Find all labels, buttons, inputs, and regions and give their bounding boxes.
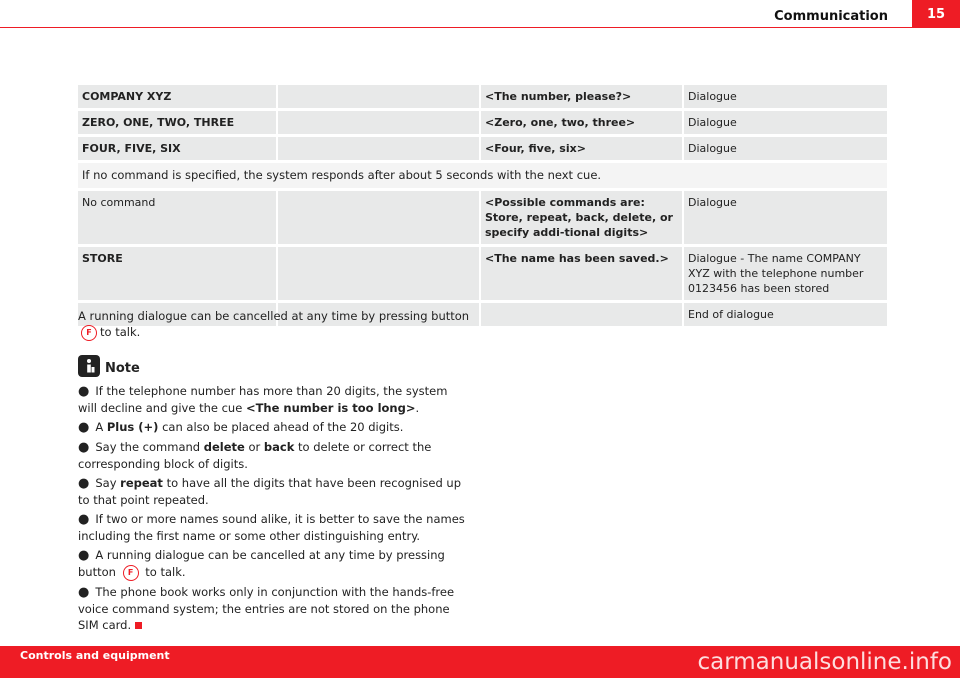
item-text: or [244,440,264,454]
table-row [78,137,887,160]
dialogue-table [78,82,887,329]
bullet-icon: ● [78,548,90,563]
item-bold: back [263,440,295,454]
table-cell: Dialogue - The name COMPANY XYZ with the telephone number 0123456 has been stored [684,247,887,300]
list-item [78,547,470,581]
item-bold: delete [203,440,245,454]
table-row [78,247,887,300]
table-cell [278,85,481,108]
bullet-icon: ● [78,584,90,600]
table-cell: Dialogue [684,191,887,244]
list-item [78,584,470,633]
table-cell: Dialogue [684,85,887,108]
footer-bar [0,646,960,678]
table-cell: <Possible commands are: Store, repeat, back, delete, or specify addi-tional digits> [481,191,684,244]
table-cell: No command [78,191,278,244]
table-cell: STORE [78,247,278,300]
table-cell: COMPANY XYZ [78,85,278,108]
list-item [78,383,470,416]
table-cell [278,137,481,160]
list-item [78,511,470,544]
item-text: Say the command [95,440,204,454]
table-cell [278,191,481,244]
item-text: If the telephone number has more than 20 digits, the system will decline and give the cue [78,384,448,415]
table-cell: <The number, please?> [481,85,684,108]
item-text: A running dialogue can be cancelled at any time by pressing button [78,548,445,579]
intro-text-end: to talk. [100,325,141,339]
table-cell: ZERO, ONE, TWO, THREE [78,111,278,134]
header-title: Communication [774,9,888,24]
table-cell: End of dialogue [684,303,887,326]
item-text: A [95,420,107,434]
page-number: 15 [912,0,960,28]
footer-section-label: Controls and equipment [20,649,170,662]
table-row [78,191,887,244]
table-cell [481,303,684,326]
item-text: Say [95,476,121,490]
table-row [78,111,887,134]
table-note-cell: If no command is specified, the system responds after about 5 seconds with the next cue. [78,163,887,188]
item-text: to talk. [141,565,186,579]
info-note-icon [78,355,100,377]
list-item [78,475,470,508]
intro-text: A running dialogue can be cancelled at any time by pressing button [78,309,470,323]
item-text: can also be placed ahead of the 20 digits. [158,420,404,434]
item-text: to delete or correct the corresponding block of digits. [78,440,432,471]
note-label: Note [105,361,140,376]
item-text: The phone book works only in conjunction with the hands-free voice command system; the entries are not stored on the phone SIM card. [78,584,455,632]
note-heading [78,355,140,377]
table-cell: Dialogue [684,137,887,160]
button-f-icon: F [123,565,139,581]
watermark: carmanualsonline.info [697,649,952,675]
table-cell: <The name has been saved.> [481,247,684,300]
table-cell: <Four, five, six> [481,137,684,160]
item-text: If two or more names sound alike, it is better to save the names including the first name or some other distinguishing entry. [78,512,465,543]
end-of-section-icon [135,622,142,629]
table-cell [278,111,481,134]
table-cell [278,247,481,300]
bullet-icon: ● [78,384,90,399]
item-text: to have all the digits that have been recognised up to that point repeated. [78,476,461,507]
item-text: . [415,401,420,415]
intro-paragraph [78,308,470,341]
item-bold: <The number is too long> [245,401,416,415]
table-row [78,163,887,188]
bullet-icon: ● [78,512,90,527]
table-cell: FOUR, FIVE, SIX [78,137,278,160]
list-item [78,439,470,472]
button-f-icon: F [81,325,97,341]
bullet-icon: ● [78,440,90,455]
table-cell: Dialogue [684,111,887,134]
header-rule [0,27,960,28]
table-row [78,85,887,108]
table-cell: <Zero, one, two, three> [481,111,684,134]
item-bold: Plus (+) [106,420,159,434]
bullet-icon: ● [78,476,90,491]
item-bold: repeat [120,476,163,490]
bullet-icon: ● [78,420,90,435]
note-list [78,383,470,636]
list-item [78,419,470,436]
